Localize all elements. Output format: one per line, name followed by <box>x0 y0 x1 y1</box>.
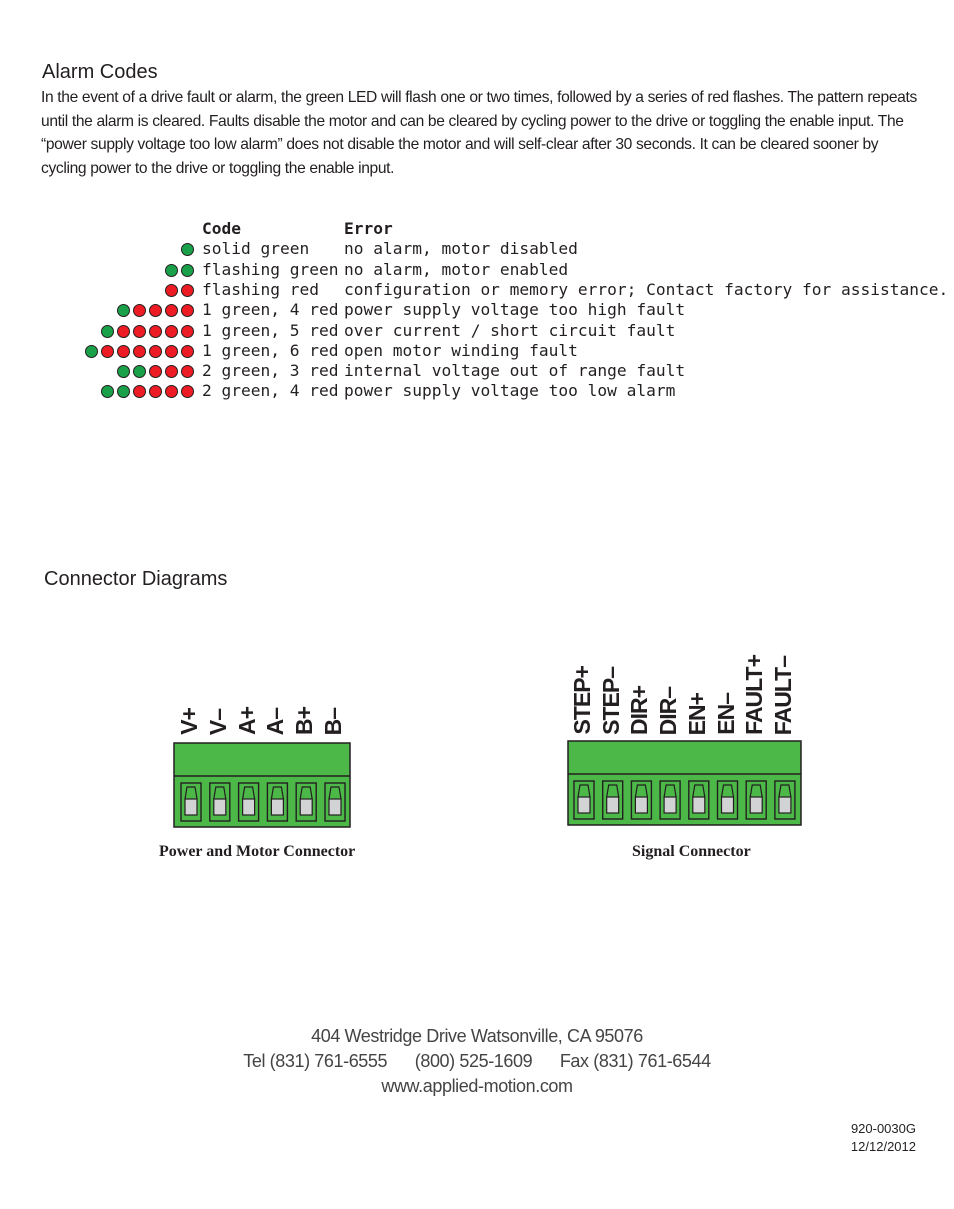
red-led-icon <box>149 385 162 398</box>
green-led-icon <box>117 304 130 317</box>
alarm-error: no alarm, motor enabled <box>344 259 569 279</box>
green-led-icon <box>181 243 194 256</box>
green-led-icon <box>117 385 130 398</box>
alarm-table-row <box>0 260 954 280</box>
red-led-icon <box>101 345 114 358</box>
green-led-icon <box>181 264 194 277</box>
red-led-icon <box>181 345 194 358</box>
pin-label: B– <box>320 707 346 735</box>
alarm-error: internal voltage out of range fault <box>344 361 686 381</box>
document-date: 12/12/2012 <box>850 1139 916 1154</box>
alarm-code: 1 green, 5 red <box>202 320 339 340</box>
pin-contact <box>750 797 762 813</box>
red-led-icon <box>133 345 146 358</box>
pin-contact <box>214 799 226 815</box>
power-and-motor-connector <box>173 742 353 830</box>
pin-label: EN– <box>712 693 739 735</box>
pin-contact <box>722 797 734 813</box>
pin-label: FAULT+ <box>741 655 768 735</box>
connector-diagrams-heading: Connector Diagrams <box>44 568 228 590</box>
pin-contact <box>578 797 590 813</box>
red-led-icon <box>165 304 178 317</box>
alarm-code: flashing red <box>202 279 319 299</box>
alarm-code: 1 green, 6 red <box>202 340 339 360</box>
green-led-icon <box>117 365 130 378</box>
alarm-error: over current / short circuit fault <box>344 320 676 340</box>
red-led-icon <box>181 385 194 398</box>
red-led-icon <box>181 365 194 378</box>
red-led-icon <box>149 304 162 317</box>
pin-label: DIR– <box>655 686 682 735</box>
pin-label: V– <box>204 708 231 735</box>
red-led-icon <box>165 345 178 358</box>
pin-label: V+ <box>176 708 202 735</box>
pin-contact <box>664 797 676 813</box>
alarm-error: open motor winding fault <box>344 340 578 360</box>
alarm-code: flashing green <box>202 259 339 279</box>
signal-connector-caption: Signal Connector <box>632 843 751 860</box>
led-pattern <box>101 385 194 398</box>
alarm-table-row <box>0 321 954 341</box>
pin-label: EN+ <box>683 692 710 735</box>
alarm-table-row <box>0 341 954 361</box>
pin-contact <box>185 799 197 815</box>
pin-contact <box>607 797 619 813</box>
alarm-table-row <box>0 280 954 300</box>
signal-connector <box>567 740 803 828</box>
power-connector-caption: Power and Motor Connector <box>159 843 356 860</box>
pin-label: STEP– <box>597 667 624 735</box>
red-led-icon <box>181 304 194 317</box>
footer-website[interactable]: www.applied-motion.com <box>381 1076 573 1096</box>
alarm-code: 1 green, 4 red <box>202 300 339 320</box>
pin-contact <box>779 797 791 813</box>
document-info <box>851 1120 916 1156</box>
led-pattern <box>165 264 194 277</box>
pin-label: STEP+ <box>569 666 595 735</box>
pin-contact <box>635 797 647 813</box>
red-led-icon <box>149 345 162 358</box>
red-led-icon <box>133 325 146 338</box>
footer-phones: Tel (831) 761-6555 (800) 525-1609 Fax (831) 761-6544 <box>243 1051 711 1071</box>
red-led-icon <box>117 345 130 358</box>
pin-label: A– <box>262 707 289 735</box>
error-column-header: Error <box>344 219 393 238</box>
red-led-icon <box>165 365 178 378</box>
red-led-icon <box>149 325 162 338</box>
pin-label: DIR+ <box>626 685 653 735</box>
led-pattern <box>85 345 194 358</box>
pin-contact <box>243 799 255 815</box>
green-led-icon <box>101 385 114 398</box>
red-led-icon <box>181 325 194 338</box>
red-led-icon <box>181 284 194 297</box>
pin-label: FAULT– <box>769 655 796 735</box>
led-pattern <box>117 365 194 378</box>
pin-label: B+ <box>291 706 318 735</box>
alarm-table-row <box>0 361 954 381</box>
code-column-header: Code <box>202 219 241 238</box>
red-led-icon <box>133 304 146 317</box>
alarm-table-row <box>0 381 954 401</box>
red-led-icon <box>117 325 130 338</box>
alarm-code: 2 green, 3 red <box>202 361 339 381</box>
red-led-icon <box>165 325 178 338</box>
alarm-table-row <box>0 300 954 320</box>
green-led-icon <box>85 345 98 358</box>
pin-contact <box>693 797 705 813</box>
red-led-icon <box>165 385 178 398</box>
pin-contact <box>271 799 283 815</box>
alarm-table-header <box>0 219 954 239</box>
alarm-code: solid green <box>202 239 310 259</box>
alarm-codes-description: In the event of a drive fault or alarm, the green LED will flash one or two times, followed by a series of red flashes. The pattern repeats until the alarm is cleared. Faults disable the motor and can be cleared by cycling power to the drive or toggling the enable input. The “power supply voltage too low alarm” does not disable the motor and will self-clear after 30 seconds. It can be cleared sooner by cycling power to the drive or toggling the enable input. <box>41 89 917 177</box>
pin-contact <box>300 799 312 815</box>
alarm-code: 2 green, 4 red <box>202 381 339 401</box>
document-number: 920-0030G <box>850 1121 916 1136</box>
led-pattern <box>117 304 194 317</box>
alarm-error: no alarm, motor disabled <box>344 239 578 259</box>
alarm-error: power supply voltage too low alarm <box>344 381 676 401</box>
pin-label: A+ <box>233 706 260 735</box>
alarm-table-row <box>0 239 954 259</box>
led-pattern <box>165 284 194 297</box>
red-led-icon <box>133 385 146 398</box>
green-led-icon <box>101 325 114 338</box>
led-pattern <box>181 243 194 256</box>
alarm-codes-heading: Alarm Codes <box>42 61 158 83</box>
signal-connector-pin-labels <box>569 640 809 735</box>
led-pattern <box>101 325 194 338</box>
red-led-icon <box>149 365 162 378</box>
power-connector-pin-labels <box>175 640 355 735</box>
alarm-error: power supply voltage too high fault <box>344 300 686 320</box>
red-led-icon <box>165 284 178 297</box>
green-led-icon <box>133 365 146 378</box>
alarm-error: configuration or memory error; Contact factory for assistance. <box>344 279 949 299</box>
green-led-icon <box>165 264 178 277</box>
pin-contact <box>329 799 341 815</box>
footer-address: 404 Westridge Drive Watsonville, CA 95076 <box>311 1026 643 1046</box>
